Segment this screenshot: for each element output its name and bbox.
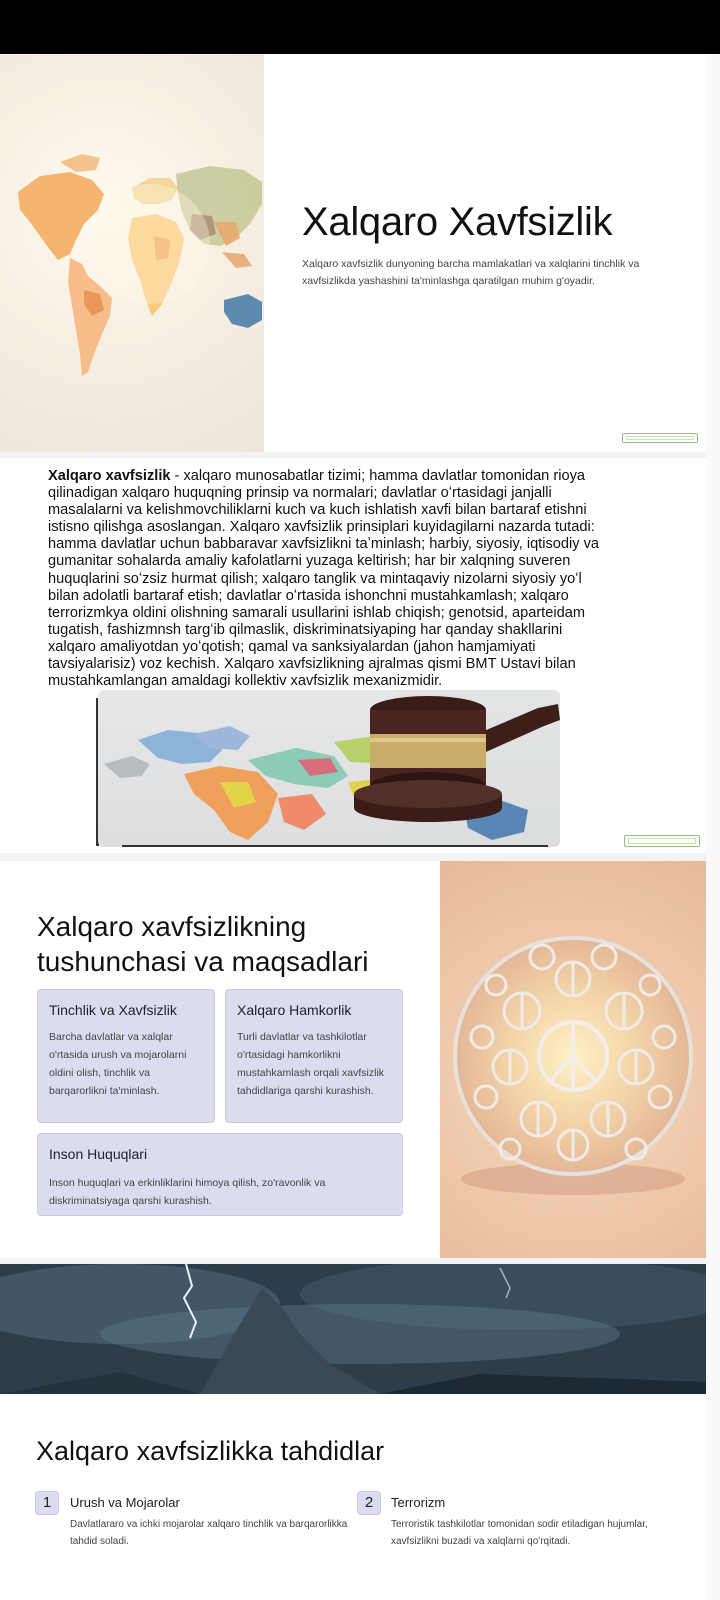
peace-sphere-image bbox=[440, 861, 706, 1258]
slide-title bbox=[0, 54, 706, 452]
scrollbar[interactable] bbox=[706, 54, 720, 1600]
storm-mountain-image bbox=[0, 1264, 706, 1394]
page-subtitle: Xalqaro xavfsizlik dunyoning barcha mamlakatlari va xalqlarini tinchlik va xavfsizlikda yashashini ta'minlashga qaratilgan muhim g'oyadir. bbox=[302, 258, 640, 287]
threat-number-badge: 1 bbox=[35, 1491, 59, 1515]
threat-title: Urush va Mojarolar bbox=[70, 1495, 180, 1510]
slide-threats bbox=[0, 1394, 706, 1600]
image-frame-bottom bbox=[122, 845, 548, 847]
threat-body: Davlatlararo va ichki mojarolar xalqaro tinchlik va barqarorlikka tahdid soladi. bbox=[70, 1519, 348, 1547]
card-title: Inson Huquqlari bbox=[49, 1146, 148, 1162]
edit-badge-button[interactable] bbox=[622, 433, 698, 443]
card-title: Xalqaro Hamkorlik bbox=[237, 1002, 352, 1018]
threats-title: Xalqaro xavfsizlikka tahdidlar bbox=[36, 1436, 385, 1466]
goal-card bbox=[225, 989, 403, 1123]
definition-text: - xalqaro munosabatlar tizimi; hamma davlatlar tomonidan rioya qilinadigan xalqaro huquqning prinsip va normalari; davlatlar oʻrtasidagi janjalli masalalarni va kelishmovchiliklarni kuch va kuch ishlatish xavfi bilan bartaraf etishni istisno qilishga asoslangan. Xalqaro xavfsizlik prinsiplari kuyidagilarni nazarda tutadi: hamma davlatlar uchun babbaravar xavfsizlikni taʼminlash; harbiy, siyosiy, iqtisodiy va gumanitar sohalarda amaliy kafolatlarni yuzaga keltirish; har bir xalqning suveren huquqlarini soʻzsiz hurmat qilish; xalqaro tanglik va mintaqaviy nizolarni siyosiy yoʻl bilan adolatli bartaraf etish; davlatlar oʻrtasida ishonchni mustahkamlash; xalqaro terrorizmkya oldini olishning samarali usullarini ishlab chiqish; genotsid, aparteidam tugatish, fashizmnsh targʻib qilmaslik, diskriminatsiyaping har qanday shakllarini xalqaro amaliyotdan yoʻqotish; qamal va sanksiyalardan (jahon hamjamiyati tavsiyalarisiz) voz kechish. Xalqaro xavfsizlikning ajralmas qismi BMT Ustavi bilan mustahkamlangan amaldagi kollektiv xavfsizlik mexanizmidir. bbox=[48, 468, 600, 690]
slide-definition bbox=[0, 458, 706, 853]
card-body: Inson huquqlari va erkinliklarini himoya qilish, zo'ravonlik va diskriminatsiyaga qarshi kurashish. bbox=[49, 1177, 326, 1207]
goal-card bbox=[37, 1133, 403, 1216]
definition-term: Xalqaro xavfsizlik bbox=[48, 468, 171, 484]
threat-title: Terrorizm bbox=[391, 1495, 446, 1510]
threat-number-badge: 2 bbox=[357, 1491, 381, 1515]
slide-goals bbox=[0, 861, 706, 1258]
edit-badge-button[interactable] bbox=[624, 835, 700, 847]
definition-paragraph bbox=[48, 468, 608, 690]
goals-title: Xalqaro xavfsizlikning tushunchasi va maqsadlari bbox=[37, 911, 369, 977]
top-bar bbox=[0, 0, 720, 54]
world-map-image bbox=[0, 54, 264, 452]
page-title: Xalqaro Xavfsizlik bbox=[302, 200, 613, 244]
card-body: Barcha davlatlar va xalqlar o'rtasida urush va mojarolarni oldini olish, tinchlik va barqarorlikni ta'minlash. bbox=[49, 1031, 187, 1097]
card-body: Turli davlatlar va tashkilotlar o'rtasidagi hamkorlikni mustahkamlash orqali xavfsizlik tahdidlariga qarshi kurashish. bbox=[237, 1031, 385, 1097]
card-title: Tinchlik va Xavfsizlik bbox=[49, 1002, 177, 1018]
threat-body: Terroristik tashkilotlar tomonidan sodir etiladigan hujumlar, xavfsizlikni buzadi va xalqlarni qo'rqitadi. bbox=[391, 1519, 648, 1547]
gavel-on-map-image bbox=[98, 690, 560, 847]
slide-divider bbox=[0, 853, 720, 861]
goal-card bbox=[37, 989, 215, 1123]
